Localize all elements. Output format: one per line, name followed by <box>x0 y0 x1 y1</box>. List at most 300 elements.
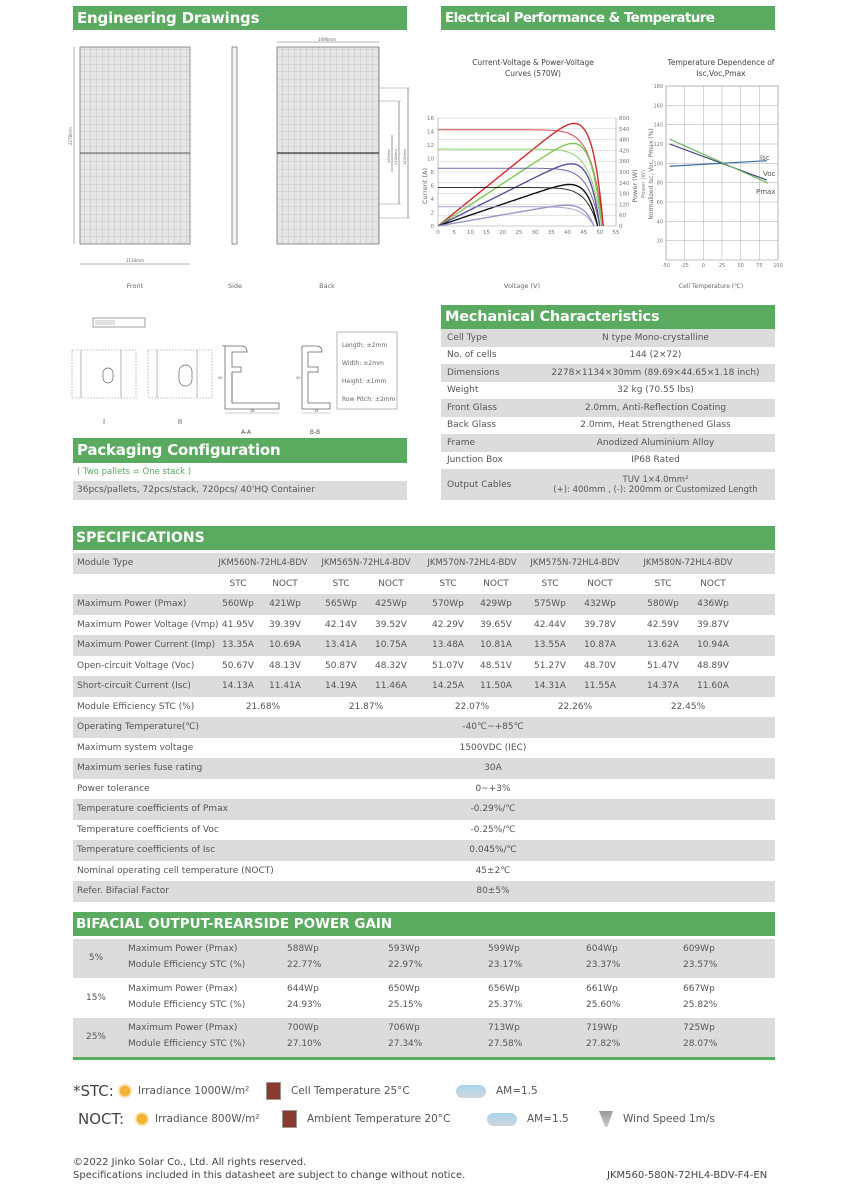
bifacial-pmax-value: 700Wp <box>287 1023 319 1033</box>
spec-value: 560Wp <box>222 599 254 610</box>
temp-x-tick: 50 <box>737 263 744 269</box>
spec-value: 425Wp <box>375 599 407 610</box>
temp-chart-xlabel: Cell Temperature (℃) <box>678 283 744 290</box>
spec-value: 570Wp <box>432 599 464 610</box>
spec-row-label: Temperature coefficients of Isc <box>77 845 216 856</box>
temp-y-tick: 20 <box>656 238 663 245</box>
mechanical-value <box>536 438 775 448</box>
pv-curve <box>438 123 603 226</box>
spec-efficiency-value: 21.87% <box>348 701 384 712</box>
spec-common-row <box>73 820 775 841</box>
spec-model-name: JKM560N-72HL4-BDV <box>218 558 308 569</box>
mechanical-row <box>441 329 775 347</box>
spec-condition-header: STC <box>541 578 559 589</box>
spec-condition-header: STC <box>439 578 457 589</box>
bifacial-eff-label: Module Efficiency STC (%) <box>128 1039 246 1049</box>
spec-condition-header: NOCT <box>700 578 726 589</box>
mechanical-title: Mechanical Characteristics <box>445 309 660 325</box>
iv-y2-tick: 360 <box>619 159 630 166</box>
wind-icon <box>599 1111 613 1127</box>
mechanical-header <box>441 305 775 329</box>
spec-value: 14.31A <box>534 681 566 692</box>
temp-y-tick: 40 <box>656 219 663 226</box>
mechanical-key: Cell Type <box>447 332 488 343</box>
bifacial-pmax-value: 706Wp <box>388 1023 420 1033</box>
temp-x-tick: 100 <box>773 263 783 269</box>
mechanical-key: Back Glass <box>447 420 497 431</box>
iv-y2-tick: 600 <box>619 116 630 122</box>
spec-value: 41.95V <box>222 619 254 630</box>
spec-common-row <box>73 840 775 861</box>
tolerance-height: Height: ±1mm <box>342 378 387 385</box>
bifacial-eff-value: 22.77% <box>287 960 322 970</box>
spec-common-row <box>73 779 775 800</box>
spec-value: 42.29V <box>432 619 464 630</box>
bifacial-gain: 5% <box>88 953 104 963</box>
spec-row-label: Short-circuit Current (Isc) <box>77 681 191 692</box>
spec-value: 51.27V <box>534 660 566 671</box>
mechanical-row <box>441 417 775 435</box>
spec-condition-header: NOCT <box>378 578 404 589</box>
iv-x-tick: 5 <box>452 230 456 236</box>
spec-value: 14.25A <box>432 681 464 692</box>
dim-30-b: 30 <box>296 376 301 380</box>
iv-x-tick: 40 <box>563 230 571 236</box>
stc-conditions <box>73 1082 538 1100</box>
packaging-detail: 36pcs/pallets, 72pcs/stack, 720pcs/ 40'HQ Container <box>73 481 407 500</box>
bifacial-gain: 15% <box>85 992 106 1003</box>
bifacial-pmax-value: 599Wp <box>488 944 520 954</box>
spec-value: 48.70V <box>584 660 616 671</box>
spec-value: 14.13A <box>222 681 254 692</box>
bifacial-row <box>73 939 775 978</box>
mechanical-key: Dimensions <box>447 367 500 378</box>
iv-y-tick: 0 <box>430 224 434 230</box>
temp-series-label: Isc <box>760 154 770 162</box>
bifacial-pmax-value: 604Wp <box>586 944 618 954</box>
temp-y-tick: 180 <box>653 84 663 90</box>
bifacial-gain: 25% <box>85 1032 106 1042</box>
bifacial-pmax-value: 656Wp <box>488 983 520 994</box>
temp-chart-title-1: Temperature Dependence of <box>667 58 775 67</box>
bifacial-eff-value: 25.60% <box>586 999 621 1010</box>
spec-model-name: JKM580N-72HL4-BDV <box>643 558 733 569</box>
frame-detail-drawings <box>60 310 410 440</box>
spec-value: 13.35A <box>222 640 254 651</box>
stc-cell-temperature: Cell Temperature 25°C <box>291 1085 410 1097</box>
iv-y-tick: 14 <box>427 129 434 136</box>
back-view-drawing <box>277 37 410 244</box>
back-label: Back <box>319 282 335 290</box>
spec-row <box>73 615 775 636</box>
mechanical-value-line: IP68 Rated <box>631 455 680 466</box>
iv-y2-tick: 180 <box>619 191 630 198</box>
bifacial-pmax-value: 644Wp <box>287 983 319 994</box>
spec-value: 10.81A <box>480 640 512 651</box>
spec-value: 10.94A <box>697 640 729 651</box>
bifacial-eff-label: Module Efficiency STC (%) <box>128 960 246 970</box>
iv-chart-ylabel: Current (A) <box>421 168 429 204</box>
stc-label: *STC: <box>73 1082 114 1100</box>
bifacial-row <box>73 1018 775 1057</box>
bifacial-pmax-value: 593Wp <box>388 944 420 954</box>
thermometer-icon <box>282 1110 297 1128</box>
spec-module-type-label: Module Type <box>77 558 134 569</box>
spec-value: 42.44V <box>534 619 566 630</box>
spec-common-value: -40℃~+85℃ <box>462 722 524 733</box>
thermometer-icon <box>266 1082 281 1100</box>
packaging-header <box>73 438 407 463</box>
spec-row <box>73 656 775 677</box>
spec-common-row <box>73 881 775 902</box>
spec-row-label: Maximum Power Current (Imp) <box>77 640 216 651</box>
mechanical-value-line: N type Mono-crystalline <box>602 332 709 343</box>
bifacial-eff-value: 28.07% <box>683 1039 718 1049</box>
iv-y-tick: 16 <box>427 116 434 122</box>
detail-label-aa: A-A <box>240 429 252 436</box>
spec-value: 10.69A <box>269 640 301 651</box>
spec-value: 11.41A <box>269 681 301 692</box>
temp-x-tick: 0 <box>701 263 705 269</box>
iv-y2-tick: 300 <box>619 170 630 176</box>
spec-value: 14.37A <box>647 681 679 692</box>
temp-y-tick: 100 <box>653 161 663 168</box>
mechanical-key: Frame <box>447 437 476 448</box>
cloud-icon <box>456 1085 486 1098</box>
spec-row-label: Maximum Power (Pmax) <box>77 599 187 610</box>
iv-x-tick: 25 <box>515 230 523 236</box>
iv-x-tick: 20 <box>499 230 507 236</box>
iv-y-tick: 10 <box>427 156 434 163</box>
specifications-title: SPECIFICATIONS <box>76 530 205 546</box>
noct-air-mass: AM=1.5 <box>527 1113 569 1125</box>
mechanical-value-line: 2.0mm, Anti-Reflection Coating <box>584 402 727 413</box>
mechanical-value <box>536 368 775 378</box>
temp-x-tick: 25 <box>718 263 726 269</box>
packaging-title: Packaging Configuration <box>77 441 281 459</box>
dim-1100: 1100mm <box>394 149 398 165</box>
mechanical-row <box>441 382 775 400</box>
dim-400: 400mm <box>387 149 391 163</box>
spec-row <box>73 676 775 697</box>
mechanical-value <box>536 420 775 430</box>
copyright: ©2022 Jinko Solar Co., Ltd. All rights reserved. <box>73 1157 307 1168</box>
spec-value: 432Wp <box>584 599 616 610</box>
mechanical-key: Junction Box <box>447 455 503 466</box>
spec-common-value: -0.25%/℃ <box>470 824 516 835</box>
temp-y-tick: 140 <box>653 122 663 129</box>
temp-y-tick: 60 <box>656 200 663 206</box>
iv-y2-tick: 480 <box>619 137 630 144</box>
bifacial-row <box>73 979 775 1018</box>
iv-x-tick: 0 <box>436 230 440 236</box>
specifications-header <box>73 526 775 550</box>
spec-value: 39.87V <box>697 619 729 630</box>
spec-value: 14.19A <box>325 681 357 692</box>
spec-row-label: Temperature coefficients of Voc <box>77 824 219 835</box>
mechanical-row <box>441 347 775 365</box>
front-width-dim: 1134mm <box>126 258 144 263</box>
temp-y-tick: 80 <box>656 180 663 187</box>
mechanical-row <box>441 452 775 470</box>
bifacial-eff-value: 25.82% <box>683 999 718 1010</box>
engineering-drawings-header <box>73 6 407 30</box>
spec-row <box>73 594 775 615</box>
mechanical-value-line: 2.0mm, Heat Strengthened Glass <box>580 420 731 431</box>
mechanical-value-line: 144 (2×72) <box>629 350 682 361</box>
bifacial-eff-value: 22.97% <box>388 960 423 970</box>
spec-condition-header: NOCT <box>587 578 613 589</box>
bifacial-pmax-value: 667Wp <box>683 983 715 994</box>
spec-value: 13.55A <box>534 640 566 651</box>
spec-value: 51.47V <box>647 660 679 671</box>
bifacial-pmax-value: 725Wp <box>683 1023 715 1033</box>
spec-value: 565Wp <box>325 599 357 610</box>
spec-efficiency-value: 21.68% <box>245 701 281 712</box>
spec-value: 48.13V <box>269 660 301 671</box>
bifacial-pmax-value: 713Wp <box>488 1023 520 1033</box>
iv-y-tick: 2 <box>430 210 434 217</box>
iv-x-tick: 15 <box>483 230 491 236</box>
temp-x-tick: -25 <box>680 263 689 269</box>
bifacial-eff-value: 27.10% <box>287 1039 322 1049</box>
mechanical-value <box>536 475 775 495</box>
spec-value: 421Wp <box>269 599 301 610</box>
change-notice: Specifications included in this datasheet are subject to change without notice. <box>73 1170 466 1181</box>
spec-model-name: JKM565N-72HL4-BDV <box>321 558 411 569</box>
mechanical-key: No. of cells <box>447 350 497 361</box>
spec-value: 436Wp <box>697 599 729 610</box>
iv-y2-tick: 120 <box>619 202 630 209</box>
stc-irradiance: Irradiance 1000W/m² <box>138 1085 250 1097</box>
iv-y2-tick: 0 <box>619 224 623 230</box>
spec-condition-header: STC <box>229 578 247 589</box>
spec-row-label: Maximum system voltage <box>77 742 194 753</box>
spec-common-value: 1500VDC (IEC) <box>459 742 527 753</box>
mechanical-value <box>536 333 775 343</box>
temp-series-label: Pmax <box>756 188 776 196</box>
dim-15: 15 <box>314 409 319 413</box>
iv-y-tick: 12 <box>427 143 434 149</box>
bifacial-pmax-value: 588Wp <box>287 944 319 954</box>
bifacial-header <box>73 912 775 936</box>
detail-label-bb: B-B <box>309 429 321 436</box>
bifacial-pmax-label: Maximum Power (Pmax) <box>128 944 238 954</box>
spec-row-label: Module Efficiency STC (%) <box>77 701 195 712</box>
dim-30-a: 30 <box>218 376 223 380</box>
mechanical-value-line: TUV 1×4.0mm² <box>622 474 689 485</box>
sun-icon <box>117 1083 133 1099</box>
detail-label-1: I <box>102 418 106 426</box>
spec-module-type-row <box>73 553 775 574</box>
specifications-table <box>73 553 775 902</box>
temp-chart-title-2: Isc,Voc,Pmax <box>696 69 746 78</box>
iv-chart-title-1: Current-Voltage & Power-Voltage <box>472 58 594 67</box>
spec-model-name: JKM570N-72HL4-BDV <box>427 558 517 569</box>
spec-row-label: Refer. Bifacial Factor <box>77 886 169 897</box>
bifacial-pmax-value: 661Wp <box>586 983 618 994</box>
spec-efficiency-row <box>73 697 775 718</box>
spec-row-label: Operating Temperature(℃) <box>77 722 199 733</box>
bifacial-eff-value: 24.93% <box>287 999 322 1010</box>
spec-row-label: Power tolerance <box>77 783 150 794</box>
noct-label: NOCT: <box>78 1110 125 1128</box>
bifacial-eff-value: 23.37% <box>586 960 621 970</box>
temp-chart-y2label: Power (W) <box>641 169 647 199</box>
mechanical-value <box>536 385 775 395</box>
bifacial-eff-value: 23.17% <box>488 960 523 970</box>
spec-row-label: Maximum series fuse rating <box>77 763 203 774</box>
engineering-drawings-title: Engineering Drawings <box>77 9 260 27</box>
dim-1400: 1400mm <box>403 149 407 165</box>
spec-value: 429Wp <box>480 599 512 610</box>
spec-common-value: 30A <box>484 763 502 774</box>
iv-x-tick: 45 <box>580 230 588 236</box>
iv-x-tick: 35 <box>547 230 555 236</box>
bifacial-pmax-value: 719Wp <box>586 1023 618 1033</box>
spec-value: 51.07V <box>432 660 464 671</box>
spec-efficiency-value: 22.07% <box>454 701 490 712</box>
noct-irradiance: Irradiance 800W/m² <box>155 1113 260 1125</box>
spec-condition-header: STC <box>332 578 350 589</box>
spec-condition-header: STC <box>654 578 672 589</box>
bifacial-eff-value: 25.37% <box>488 999 523 1010</box>
spec-value: 42.59V <box>647 619 679 630</box>
temp-x-tick: -50 <box>661 263 671 269</box>
iv-chart-title-2: Curves (570W) <box>504 69 562 78</box>
spec-common-row <box>73 738 775 759</box>
spec-common-value: 80±5% <box>476 886 510 897</box>
temp-y-tick: 160 <box>653 103 663 110</box>
iv-y-tick: 4 <box>430 197 434 203</box>
dim-28: 28 <box>250 409 255 413</box>
spec-row-label: Temperature coefficients of Pmax <box>77 804 228 815</box>
spec-value: 13.62A <box>647 640 679 651</box>
front-view-drawing <box>68 47 190 264</box>
mechanical-row <box>441 399 775 417</box>
bifacial-eff-value: 27.82% <box>586 1039 621 1049</box>
spec-value: 11.46A <box>375 681 407 692</box>
bifacial-title: BIFACIAL OUTPUT-REARSIDE POWER GAIN <box>76 916 393 932</box>
tolerance-row-pitch: Row Pitch: ±2mm <box>342 396 396 403</box>
bifacial-eff-label: Module Efficiency STC (%) <box>128 999 246 1010</box>
temp-chart-ylabel: Normalized Isc, Voc, Pmax (%) <box>648 128 655 220</box>
packaging-note: ( Two pallets = One stack ) <box>77 467 192 477</box>
iv-curve <box>438 207 594 226</box>
spec-value: 50.67V <box>222 660 254 671</box>
mechanical-row <box>441 469 775 500</box>
spec-model-name: JKM575N-72HL4-BDV <box>530 558 620 569</box>
side-label: Side <box>227 282 243 290</box>
spec-row-label: Open-circuit Voltage (Voc) <box>77 660 195 671</box>
front-label: Front <box>126 282 144 290</box>
mechanical-value <box>536 403 775 413</box>
iv-chart-xlabel: Voltage (V) <box>504 282 540 290</box>
spec-common-row <box>73 717 775 738</box>
bifacial-eff-value: 25.15% <box>388 999 423 1010</box>
spec-row <box>73 635 775 656</box>
iv-x-tick: 50 <box>596 230 604 236</box>
noct-conditions <box>78 1110 715 1128</box>
mechanical-value-line: Anodized Aluminium Alloy <box>596 437 715 448</box>
cloud-icon <box>487 1113 517 1126</box>
iv-y2-tick: 240 <box>619 180 630 187</box>
spec-value: 39.39V <box>269 619 301 630</box>
spec-value: 48.89V <box>697 660 729 671</box>
mechanical-value <box>536 350 775 360</box>
bifacial-pmax-value: 609Wp <box>683 944 715 954</box>
iv-y-tick: 8 <box>430 170 434 176</box>
bifacial-eff-value: 23.57% <box>683 960 718 970</box>
spec-common-value: 0~+3% <box>475 783 511 794</box>
noct-wind-speed: Wind Speed 1m/s <box>623 1113 715 1125</box>
bifacial-eff-value: 27.34% <box>388 1039 423 1049</box>
spec-row-label: Maximum Power Voltage (Vmp) <box>77 619 219 630</box>
temp-series-label: Voc <box>763 170 776 178</box>
iv-x-tick: 10 <box>466 230 474 236</box>
spec-value: 50.87V <box>325 660 357 671</box>
iv-y2-tick: 60 <box>619 213 626 220</box>
spec-value: 39.65V <box>480 619 512 630</box>
mechanical-value-line-2: (+): 400mm , (-): 200mm or Customized Length <box>553 484 758 495</box>
mechanical-key: Weight <box>447 385 479 396</box>
mechanical-value <box>536 455 775 465</box>
spec-value: 13.48A <box>432 640 464 651</box>
spec-value: 13.41A <box>325 640 357 651</box>
spec-common-row <box>73 861 775 882</box>
stc-air-mass: AM=1.5 <box>496 1085 538 1097</box>
mechanical-row <box>441 434 775 452</box>
spec-value: 11.55A <box>584 681 616 692</box>
spec-value: 48.32V <box>375 660 407 671</box>
spec-value: 10.75A <box>375 640 407 651</box>
mechanical-table <box>441 329 775 500</box>
bifacial-eff-value: 27.58% <box>488 1039 523 1049</box>
side-view-drawing <box>232 47 237 244</box>
spec-common-value: -0.29%/℃ <box>470 804 516 815</box>
spec-condition-header: NOCT <box>272 578 298 589</box>
iv-pv-chart <box>418 34 643 296</box>
spec-row-label: Nominal operating cell temperature (NOCT) <box>77 865 274 876</box>
mechanical-key: Front Glass <box>447 402 497 413</box>
iv-y2-tick: 420 <box>619 148 630 155</box>
iv-x-tick: 30 <box>531 230 539 236</box>
electrical-performance-title: Electrical Performance & Temperature Dependence <box>445 10 715 50</box>
spec-value: 39.78V <box>584 619 616 630</box>
spec-condition-header: NOCT <box>483 578 509 589</box>
bifacial-pmax-label: Maximum Power (Pmax) <box>128 1023 238 1033</box>
front-height-dim: 2278mm <box>68 127 73 145</box>
mechanical-row <box>441 364 775 382</box>
spec-value: 39.52V <box>375 619 407 630</box>
spec-value: 10.87A <box>584 640 616 651</box>
document-code: JKM560-580N-72HL4-BDV-F4-EN <box>607 1170 768 1181</box>
mechanical-value-line: 32 kg (70.55 lbs) <box>617 385 694 396</box>
spec-value: 580Wp <box>647 599 679 610</box>
iv-y-tick: 6 <box>430 183 434 190</box>
spec-value: 575Wp <box>534 599 566 610</box>
spec-value: 48.51V <box>480 660 512 671</box>
temp-y-tick: 120 <box>653 142 663 148</box>
spec-value: 42.14V <box>325 619 357 630</box>
engineering-drawings <box>60 34 440 304</box>
spec-efficiency-value: 22.26% <box>557 701 593 712</box>
mechanical-key: Output Cables <box>447 479 512 490</box>
mechanical-value-line: 2278×1134×30mm (89.69×44.65×1.18 inch) <box>551 367 760 378</box>
spec-common-row <box>73 799 775 820</box>
spec-value: 11.50A <box>480 681 512 692</box>
spec-value: 11.60A <box>697 681 729 692</box>
